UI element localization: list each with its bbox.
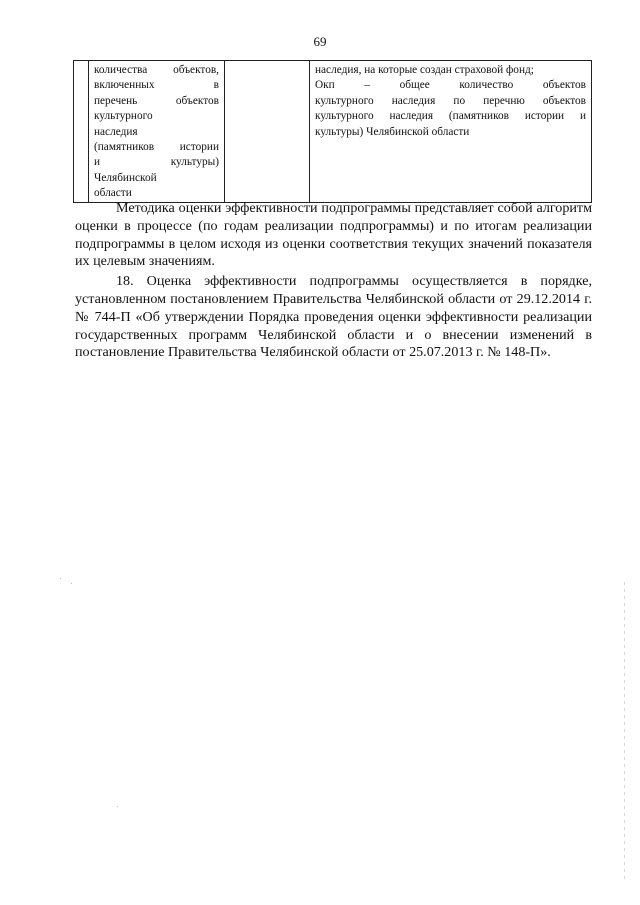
- paragraph-methodology: Методика оценки эффективности подпрограммы представляет собой алгоритм оценки в процессе (по годам реализации подпрограммы) и по итогам реализации подпрограммы в целом исходя из оценки соответствия текущих значений показателя их целевым значениям.: [75, 200, 592, 270]
- cell-line: перечень объектов: [94, 94, 219, 107]
- table-cell-index: [74, 61, 89, 203]
- cell-line: Окп – общее количество объектов: [315, 79, 586, 92]
- cell-line: области: [94, 187, 132, 200]
- scan-speck: [71, 583, 72, 584]
- cell-line: включенных в: [94, 79, 219, 92]
- cell-line: культуры) Челябинской области: [315, 125, 470, 138]
- cell-line: Челябинской: [94, 171, 157, 184]
- cell-line: и культуры): [94, 156, 219, 169]
- body-text: [75, 200, 592, 362]
- cell-line: культурного наследия (памятников истории и: [315, 110, 586, 123]
- scan-speck: [117, 806, 118, 807]
- scan-edge-line: [624, 582, 625, 882]
- table-cell-unit: [225, 61, 310, 203]
- scan-speck: [60, 578, 61, 579]
- cell-line: наследия, на которые создан страховой фонд;: [315, 64, 534, 76]
- cell-line: культурного: [94, 110, 153, 123]
- cell-line: количества объектов,: [94, 64, 219, 76]
- paragraph-evaluation-order: 18. Оценка эффективности подпрограммы осуществляется в порядке, установленном постановлением Правительства Челябинской области от 29.12.2014 г. № 744-П «Об утверждении Порядка проведения оценки эффективности реализации государственных программ Челябинской области и о внесении изменений в постановление Правительства Челябинской области от 25.07.2013 г. № 148-П».: [75, 273, 592, 361]
- continuation-table: [73, 60, 592, 203]
- cell-line: (памятников истории: [94, 141, 219, 154]
- cell-line: наследия: [94, 125, 138, 138]
- table-cell-indicator: [89, 61, 225, 203]
- table-cell-formula: [310, 61, 592, 203]
- page-number: 69: [313, 34, 327, 49]
- table-row: [74, 61, 592, 203]
- cell-line: культурного наследия по перечню объектов: [315, 94, 586, 107]
